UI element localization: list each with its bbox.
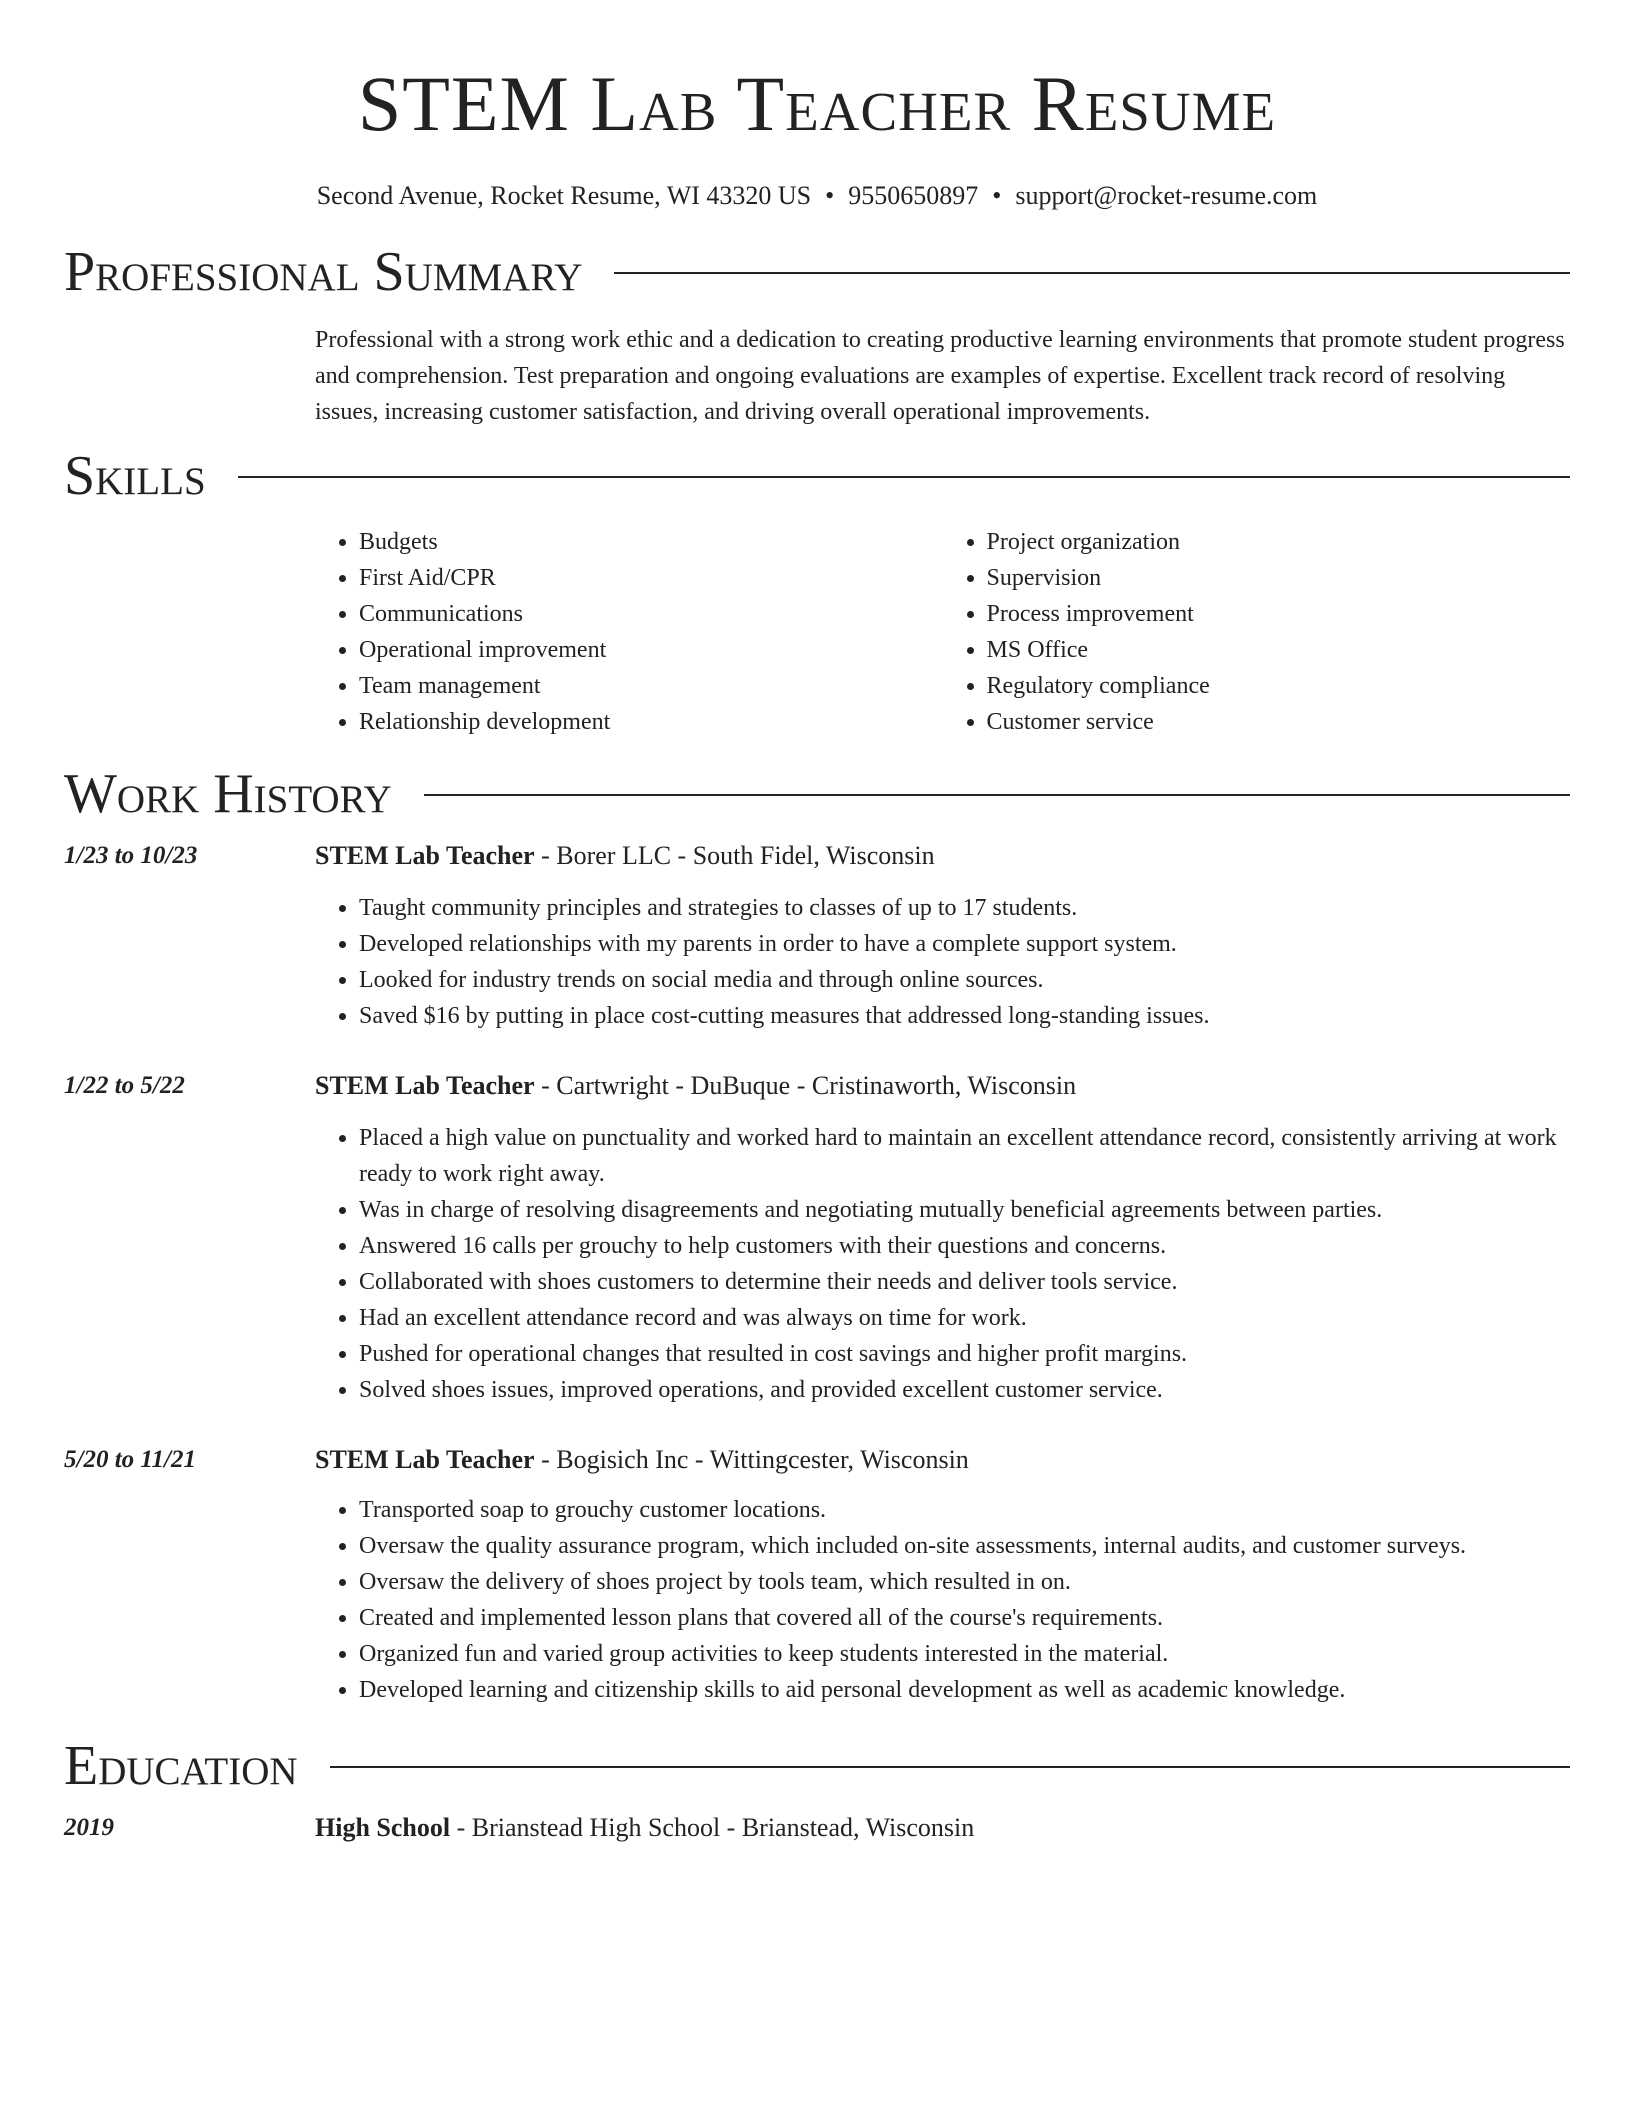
summary-heading-row [64, 242, 1570, 302]
job-heading [315, 1068, 1570, 1104]
job-main [315, 1068, 1570, 1408]
section-divider [238, 476, 1570, 478]
job-dates: 1/23 to 10/23 [64, 842, 198, 869]
job-bullet: • Had an excellent attendance record and was always on time for work. [359, 1300, 1570, 1336]
skills-list-left [315, 524, 943, 740]
job-bullet: • Developed relationships with my parents in order to have a complete support system. [359, 926, 1570, 962]
skill-item: • Supervision [987, 560, 1571, 596]
summary-section [64, 242, 1570, 430]
skills-grid [315, 524, 1570, 740]
section-heading: Professional Summary [64, 241, 583, 303]
skill-item: • Budgets [359, 524, 943, 560]
skill-item: • Communications [359, 596, 943, 632]
job-bullet: • Answered 16 calls per grouchy to help customers with their questions and concerns. [359, 1228, 1570, 1264]
job-heading [315, 1442, 1570, 1478]
summary-body [315, 322, 1570, 430]
job-title: STEM Lab Teacher [315, 841, 535, 870]
contact-separator: • [992, 181, 1002, 210]
job-bullet: • Was in charge of resolving disagreements and negotiating mutually beneficial agreements between parties. [359, 1192, 1570, 1228]
skills-list-right [943, 524, 1571, 740]
section-divider [330, 1766, 1570, 1768]
skill-item: • Customer service [987, 704, 1571, 740]
resume-title: STEM Lab Teacher Resume [357, 60, 1277, 147]
education-degree: High School [315, 1813, 451, 1842]
skill-item: • Regulatory compliance [987, 668, 1571, 704]
skill-item: • Operational improvement [359, 632, 943, 668]
job-bullets [315, 1120, 1570, 1408]
contact-address: Second Avenue, Rocket Resume, WI 43320 US [316, 181, 812, 210]
job-bullets [315, 1492, 1570, 1708]
job-bullet: • Saved $16 by putting in place cost-cutting measures that addressed long-standing issues. [359, 998, 1570, 1034]
section-heading: Work History [64, 763, 392, 825]
section-heading: Skills [64, 445, 206, 507]
education-details: - Brianstead High School - Brianstead, Wisconsin [450, 1813, 975, 1842]
skills-heading-row [64, 446, 1570, 506]
job-bullet: • Looked for industry trends on social media and through online sources. [359, 962, 1570, 998]
contact-line [64, 180, 1570, 212]
education-heading [315, 1810, 1570, 1846]
section-heading: Education [64, 1735, 298, 1797]
work-section [64, 764, 1570, 1708]
job-bullet: • Organized fun and varied group activities to keep students interested in the material. [359, 1636, 1570, 1672]
work-heading-row [64, 764, 1570, 824]
job-entry [64, 1442, 1570, 1708]
skill-item: • MS Office [987, 632, 1571, 668]
job-details: - Borer LLC - South Fidel, Wisconsin [534, 841, 935, 870]
education-heading-row [64, 1736, 1570, 1796]
skills-section [64, 446, 1570, 740]
job-bullet: • Created and implemented lesson plans that covered all of the course's requirements. [359, 1600, 1570, 1636]
summary-text: Professional with a strong work ethic and a dedication to creating productive learning environments that promote student progress and comprehension. Test preparation and ongoing evaluations are examples of expertise. Excellent track record of resolving issues, increasing customer satisfaction, and driving overall operational improvements. [315, 327, 1565, 425]
job-bullet: • Taught community principles and strategies to classes of up to 17 students. [359, 890, 1570, 926]
education-section [64, 1736, 1570, 1846]
job-dates: 5/20 to 11/21 [64, 1446, 196, 1473]
skill-item: • Relationship development [359, 704, 943, 740]
job-bullet: • Transported soap to grouchy customer locations. [359, 1492, 1570, 1528]
skill-item: • Process improvement [987, 596, 1571, 632]
section-divider [424, 794, 1570, 796]
job-title: STEM Lab Teacher [315, 1071, 535, 1100]
job-bullet: • Pushed for operational changes that resulted in cost savings and higher profit margins. [359, 1336, 1570, 1372]
contact-phone: 9550650897 [848, 181, 979, 210]
job-dates: 1/22 to 5/22 [64, 1072, 185, 1099]
job-details: - Cartwright - DuBuque - Cristinaworth, Wisconsin [534, 1071, 1077, 1100]
job-bullet: • Oversaw the quality assurance program, which included on-site assessments, internal audits, and customer surveys. [359, 1528, 1570, 1564]
skill-item: • Team management [359, 668, 943, 704]
job-bullet: • Placed a high value on punctuality and worked hard to maintain an excellent attendance record, consistently arriving at work ready to work right away. [359, 1120, 1570, 1192]
education-year: 2019 [64, 1814, 114, 1841]
job-main [315, 838, 1570, 1034]
skill-item: • Project organization [987, 524, 1571, 560]
job-bullet: • Developed learning and citizenship skills to aid personal development as well as academic knowledge. [359, 1672, 1570, 1708]
job-title: STEM Lab Teacher [315, 1445, 535, 1474]
job-bullet: • Oversaw the delivery of shoes project by tools team, which resulted in on. [359, 1564, 1570, 1600]
job-bullet: • Collaborated with shoes customers to determine their needs and deliver tools service. [359, 1264, 1570, 1300]
contact-email[interactable]: support@rocket-resume.com [1015, 181, 1318, 210]
contact-separator: • [825, 181, 835, 210]
job-bullet: • Solved shoes issues, improved operations, and provided excellent customer service. [359, 1372, 1570, 1408]
job-entry [64, 1068, 1570, 1408]
job-entry [64, 838, 1570, 1034]
section-divider [614, 272, 1570, 274]
education-entry [64, 1810, 1570, 1846]
job-heading [315, 838, 1570, 874]
job-bullets [315, 890, 1570, 1034]
job-main [315, 1442, 1570, 1708]
job-details: - Bogisich Inc - Wittingcester, Wisconsin [534, 1445, 969, 1474]
resume-page [64, 0, 1570, 1846]
education-main [315, 1810, 1570, 1846]
skill-item: • First Aid/CPR [359, 560, 943, 596]
